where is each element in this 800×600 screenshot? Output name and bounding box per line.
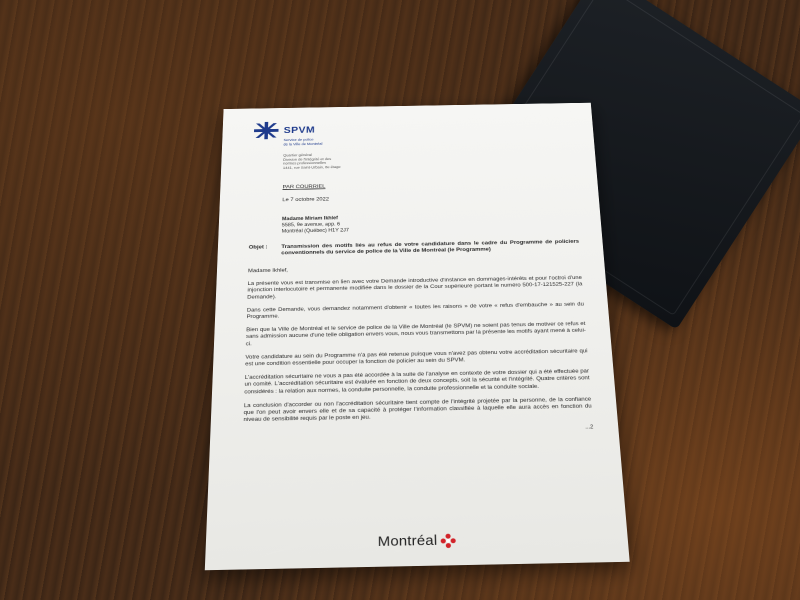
address-line: normes professionnelles (283, 160, 327, 166)
recipient-name: Madame Miriam Ikhlef (281, 216, 338, 222)
paragraph: La conclusion d'accorder ou non l'accréditation sécuritaire tient compte de l'intégrité projetée par la personne, de la confiance que l'on peut avoir envers elle et de sa capacité à protéger l'information classifiée à laquelle elle aura accès en fonction du niveau de sensibilité requis par le poste en jeu. (243, 396, 592, 424)
address-line: Division de l'intégrité et des (283, 156, 332, 162)
address-line: Quartier général (283, 153, 312, 158)
par-courriel: PAR COURRIEL (282, 183, 326, 190)
spvm-logo-text: SPVM (283, 124, 316, 136)
montreal-footer-logo (205, 529, 628, 553)
paragraph: Bien que la Ville de Montréal et le service de police de la Ville de Montréal (le SPVM) ne soient pas tenus de motiver ce refus et sans admission aucune d'une telle obligation envers vous, nous vous transmettons par la présente les motifs ayant mené à celui-ci. (245, 321, 587, 347)
recipient-block (282, 211, 578, 235)
letter-page (205, 103, 630, 571)
spvm-star-icon (252, 121, 280, 140)
spvm-logo-block (252, 120, 323, 147)
recipient-street: 5585, 9e avenue, app. 6 (281, 222, 341, 228)
page-number: ...2 (585, 425, 594, 431)
paragraph: Dans cette Demande, vous demandez notamment d'obtenir « toutes les raisons » de votre « refus d'embauche » au sein du Programme. (246, 301, 585, 320)
montreal-rosette-icon (440, 533, 456, 548)
subject-label: Objet : (248, 244, 268, 251)
service-line-1: Service de police (283, 137, 314, 142)
subject-text: Transmission des motifs liés au refus de votre candidature dans le cadre du Programme de policiers conventionnels du service de police de la Ville de Montréal (le Programme) (281, 238, 580, 256)
salutation: Madame Ikhlef, (247, 267, 288, 274)
paragraph: La présente vous est transmise en lien avec votre Demande introductive d'instance en dommages-intérêts et pour l'octroi d'une injonction interlocutoire et permanente modifiée dans le dossier de la Cour supérieure portant le numéro 500-17-121525-227 (la Demande). (247, 275, 583, 300)
paragraph: Votre candidature au sein du Programme n'a pas été retenue puisque vous n'avez pas obtenu votre accréditation sécuritaire qui est une condition essentielle pour occuper la fonction de policier au sein du SPVM. (245, 347, 588, 368)
subject-line (248, 239, 579, 257)
paragraph: L'accréditation sécuritaire ne vous a pas été accordée à la suite de l'analyse en contexte de votre dossier qui a été effectuée par un comité. L'accréditation sécuritaire est évaluée en fonction de deux concepts, soit la sécurité et l'intégrité. Quatre critères sont considérés : la relation aux normes, la conduite personnelle, la conduite professionnelle et la conduite sociale. (244, 368, 590, 395)
letter-date: Le 7 octobre 2022 (282, 196, 330, 203)
letter-body (243, 262, 594, 438)
sender-address (283, 152, 354, 169)
montreal-wordmark: Montréal (377, 532, 438, 550)
address-line: 1441, rue Saint-Urbain, 8e étage (282, 164, 341, 170)
service-line-2: de la Ville de Montréal (283, 141, 323, 146)
letterhead (252, 116, 571, 147)
recipient-city: Montréal (Québec) H1Y 2J7 (281, 228, 349, 235)
